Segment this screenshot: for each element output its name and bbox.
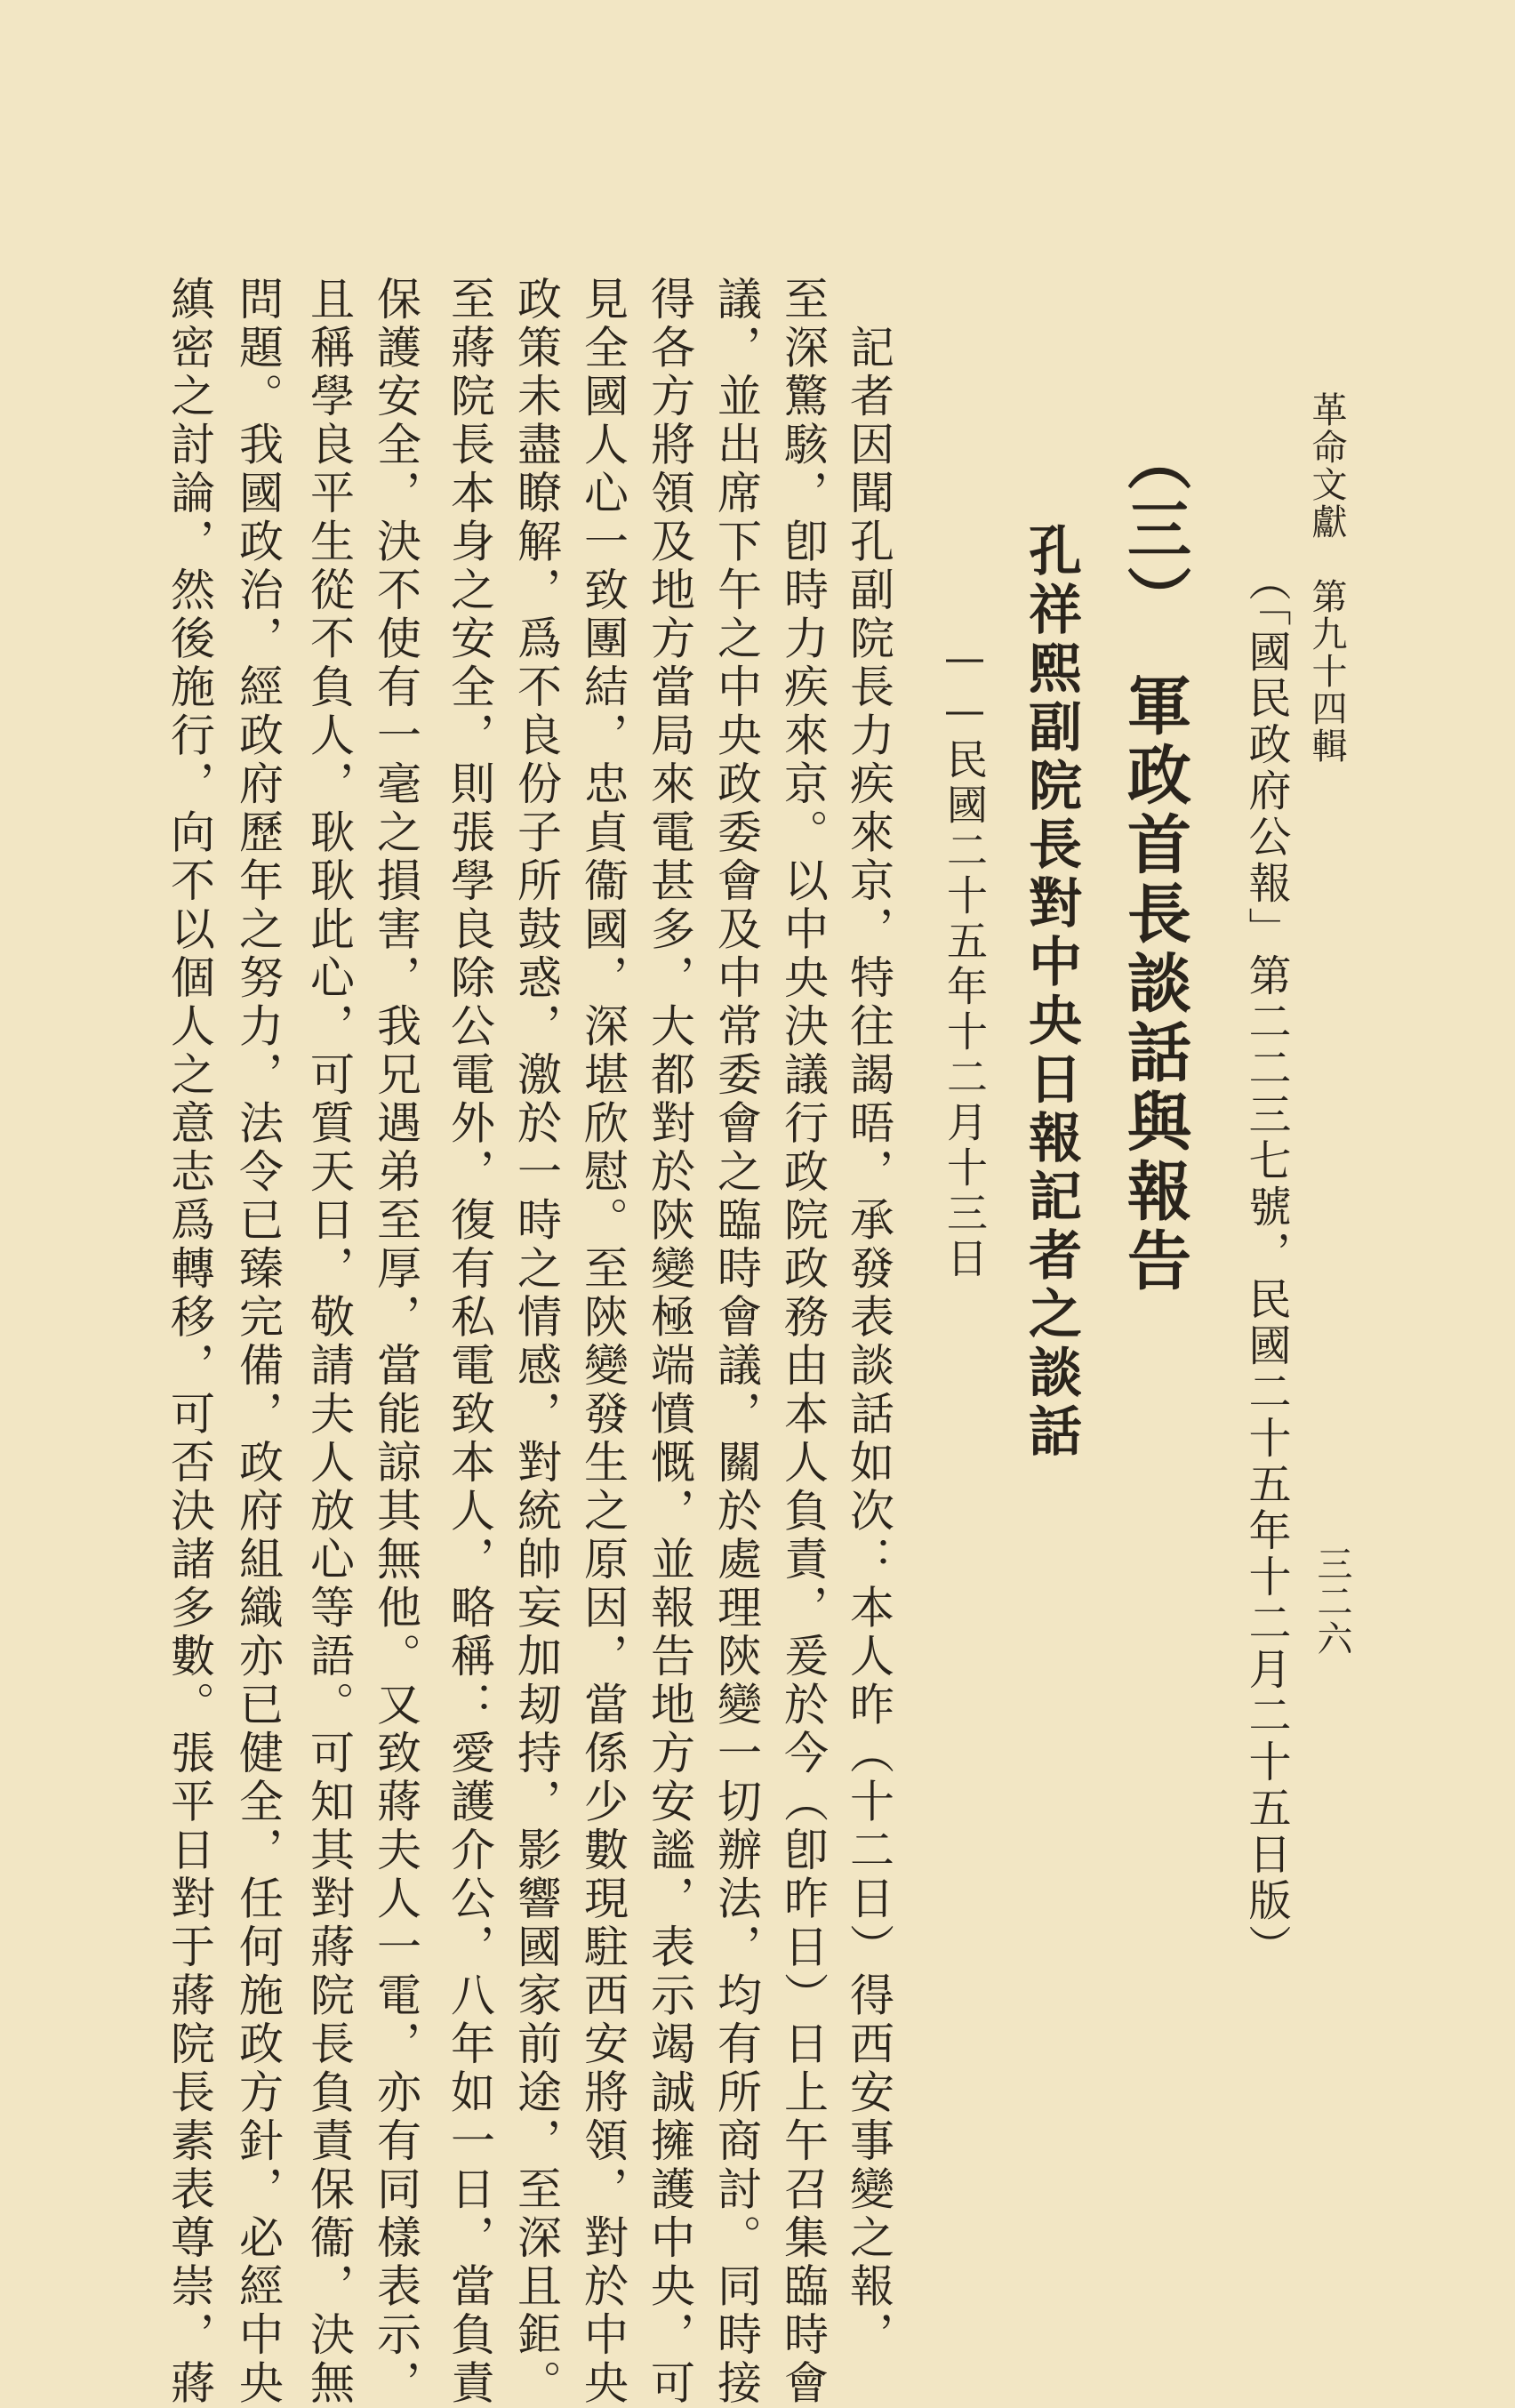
volume-number: 第九十四輯	[1306, 578, 1347, 765]
source-citation: （「國民政府公報」第二二三七號，民國二十五年十二月二十五日版）	[1241, 558, 1291, 1971]
book-title: 革命文獻	[1306, 391, 1347, 541]
article-subtitle: 孔祥熙副院長對中央日報記者之談話	[1020, 523, 1082, 1462]
body-column-4: 得各方將領及地方當局來電甚多，大都對於陝變極端憤慨，並報告地方安謐，表示竭誠擁護中央，可	[644, 276, 695, 2408]
body-column-6: 政策未盡瞭解，爲不良份子所鼓惑，激於一時之情感，對統帥妄加刼持，影響國家前途，至深且鉅。	[510, 276, 562, 2408]
body-column-8: 保護安全，決不使有一毫之損害，我兄遇弟至厚，當能諒其無他。又致蔣夫人一電，亦有同樣表示，	[370, 276, 421, 2408]
body-column-5: 見全國人心一致團結，忠貞衞國，深堪欣慰。至陝變發生之原因，當係少數現駐西安將領，對於中央	[577, 276, 629, 2408]
body-column-1: 記者因聞孔副院長力疾來京，特往謁晤，承發表談話如次：本人昨（十二日）得西安事變之報，	[843, 276, 894, 2360]
body-column-9: 且稱學良平生從不負人，耿耿此心，可質天日，敬請夫人放心等語。可知其對蔣院長負責保衞，決無	[303, 276, 355, 2408]
header-gap	[1306, 541, 1347, 578]
body-column-11: 縝密之討論，然後施行，向不以個人之意志爲轉移，可否決諸多數。張平日對于蔣院長素表尊崇，蔣	[164, 276, 215, 2408]
running-header	[1306, 391, 1347, 765]
body-column-3: 議，並出席下午之中央政委會及中常委會之臨時會議，關於處理陝變一切辦法，均有所商討。同時接	[710, 276, 762, 2408]
body-column-10: 問題。我國政治，經政府歷年之努力，法令已臻完備，政府組織亦已健全，任何施政方針，必經中央	[232, 276, 284, 2408]
page-number: 三二六	[1311, 1545, 1352, 1658]
section-title: （三） 軍政首長談話與報告	[1117, 427, 1192, 1296]
body-column-2: 至深驚駭，卽時力疾來京。以中央決議行政院政務由本人負責，爰於今（卽昨日）日上午召集臨時會	[777, 276, 829, 2408]
body-column-7: 至蔣院長本身之安全，則張學良除公電外，復有私電致本人，略稱：愛護介公，八年如一日，當負責	[444, 276, 495, 2408]
article-date: ——民國二十五年十二月十三日	[941, 633, 989, 1282]
